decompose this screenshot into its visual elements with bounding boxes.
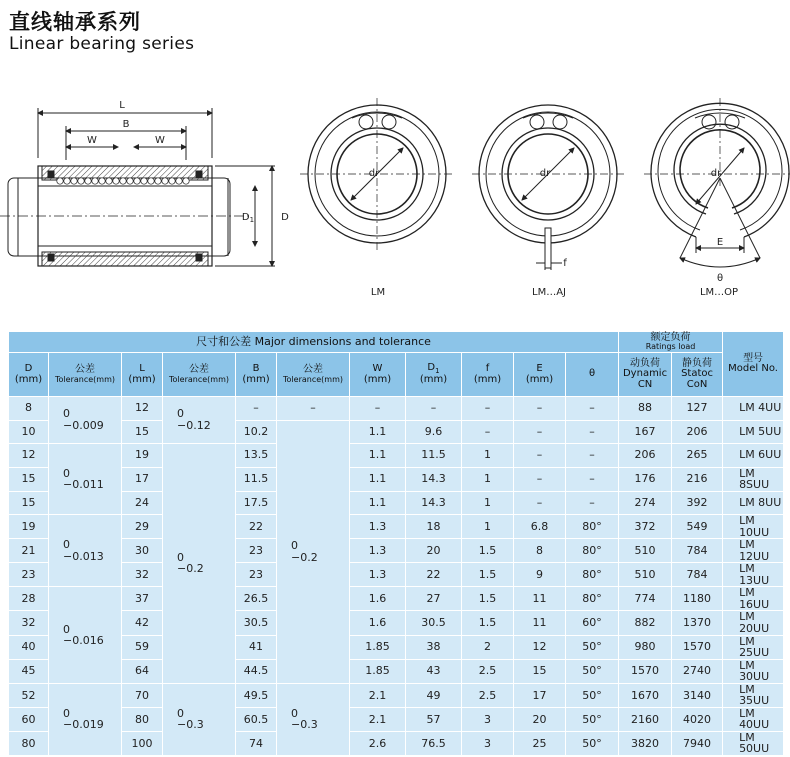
cell-e: 15 <box>514 659 566 683</box>
tolerance-lower: −0.013 <box>63 549 104 563</box>
cell-l: 24 <box>122 491 163 515</box>
header-d: D (mm) <box>9 353 49 397</box>
header-dynamic: 动负荷 Dynamic CN <box>619 353 672 397</box>
cell-d: 80 <box>9 731 49 755</box>
cell-f: 1.5 <box>462 587 514 611</box>
header-l: L (mm) <box>122 353 163 397</box>
cell-l: 12 <box>122 397 163 421</box>
cell-d1: 22 <box>406 563 462 587</box>
cell-d: 40 <box>9 635 49 659</box>
header-f: f (mm) <box>462 353 514 397</box>
tolerance-upper: 0 <box>291 539 298 553</box>
cell-dynamic: 1670 <box>619 683 672 707</box>
table-row <box>9 444 784 468</box>
cell-f: 2.5 <box>462 683 514 707</box>
cell-f: 1 <box>462 515 514 539</box>
cell-d: 21 <box>9 539 49 563</box>
cell-f: 1.5 <box>462 539 514 563</box>
cell-d1: 14.3 <box>406 491 462 515</box>
cell-theta: – <box>566 420 619 444</box>
cell-b: 74 <box>236 731 277 755</box>
cell-model: LM 25UU <box>723 635 784 659</box>
cell-static: 784 <box>672 563 723 587</box>
cell-w: 1.3 <box>350 563 406 587</box>
table-row <box>9 659 784 683</box>
header-tol-d: 公差 Tolerance(mm) <box>49 353 122 397</box>
tolerance-lower: −0.009 <box>63 419 104 432</box>
cell-w: 2.1 <box>350 707 406 731</box>
cell-theta: 80° <box>566 539 619 563</box>
lm-dr-label: dr <box>368 168 380 179</box>
cell-static: 392 <box>672 491 723 515</box>
cell-model: LM 16UU <box>723 587 784 611</box>
aj-end-view <box>472 105 624 270</box>
op-dr-label: dr <box>710 168 722 179</box>
dim-label-w-right: W <box>155 135 165 146</box>
cell-d1: 11.5 <box>406 444 462 468</box>
cell-f: 3 <box>462 731 514 755</box>
cell-f: 3 <box>462 707 514 731</box>
cell-w: 1.85 <box>350 659 406 683</box>
cell-d: 23 <box>9 563 49 587</box>
cell-d: 15 <box>9 491 49 515</box>
table-row <box>9 611 784 635</box>
cell-theta: 50° <box>566 635 619 659</box>
cell-l: 64 <box>122 659 163 683</box>
cell-theta: 80° <box>566 563 619 587</box>
cell-d: 10 <box>9 420 49 444</box>
tolerance-lower: −0.3 <box>177 718 204 732</box>
cell-model: LM 6UU <box>723 444 784 468</box>
cell-static: 265 <box>672 444 723 468</box>
spec-table <box>8 331 784 756</box>
cell-e: 11 <box>514 587 566 611</box>
cell-l: 80 <box>122 707 163 731</box>
aj-f-label: f <box>563 258 567 269</box>
cell-d1: 14.3 <box>406 467 462 491</box>
cell-l: 32 <box>122 563 163 587</box>
header-b: B (mm) <box>236 353 277 397</box>
cell-b: 49.5 <box>236 683 277 707</box>
cell-static: 3140 <box>672 683 723 707</box>
cell-dynamic: 2160 <box>619 707 672 731</box>
cell-f: 1.5 <box>462 563 514 587</box>
cell-e: 11 <box>514 611 566 635</box>
cell-d1: – <box>406 397 462 421</box>
cell-theta: 50° <box>566 707 619 731</box>
cell-f: 2.5 <box>462 659 514 683</box>
page-title-cn: 直线轴承系列 <box>9 10 141 34</box>
cell-d1: 18 <box>406 515 462 539</box>
tolerance-lower: −0.2 <box>291 550 318 564</box>
cell-d: 45 <box>9 659 49 683</box>
cell-dynamic: 882 <box>619 611 672 635</box>
cell-d1: 49 <box>406 683 462 707</box>
tolerance-upper: 0 <box>63 538 70 552</box>
cell-e: – <box>514 420 566 444</box>
cell-w: 2.1 <box>350 683 406 707</box>
cell-b: 41 <box>236 635 277 659</box>
cell-tol-d <box>49 397 122 444</box>
cell-model: LM 10UU <box>723 515 784 539</box>
cell-b: 22 <box>236 515 277 539</box>
cell-dynamic: 372 <box>619 515 672 539</box>
cell-tol-b <box>277 683 350 755</box>
table-row <box>9 731 784 755</box>
cell-dynamic: 176 <box>619 467 672 491</box>
cell-tol-l <box>163 397 236 444</box>
cell-l: 17 <box>122 467 163 491</box>
cell-model: LM 8SUU <box>723 467 784 491</box>
dim-label-d: D <box>281 212 289 223</box>
table-row <box>9 515 784 539</box>
cell-d1: 27 <box>406 587 462 611</box>
cell-theta: 50° <box>566 659 619 683</box>
cell-d1: 9.6 <box>406 420 462 444</box>
dim-label-b: B <box>122 119 130 130</box>
cell-w: 1.85 <box>350 635 406 659</box>
cell-dynamic: 3820 <box>619 731 672 755</box>
tolerance-upper: 0 <box>63 622 70 636</box>
tolerance-upper: 0 <box>63 466 70 480</box>
cell-w: 1.1 <box>350 491 406 515</box>
cell-b: 30.5 <box>236 611 277 635</box>
cell-theta: – <box>566 467 619 491</box>
header-model: 型号 Model No. <box>723 332 784 397</box>
op-theta-label: θ <box>716 273 724 284</box>
cell-d: 32 <box>9 611 49 635</box>
cell-b: 17.5 <box>236 491 277 515</box>
cell-d: 15 <box>9 467 49 491</box>
caption-op: LM…OP <box>699 287 739 298</box>
cell-f: 2 <box>462 635 514 659</box>
aj-dr-label: dr <box>539 168 551 179</box>
cell-static: 216 <box>672 467 723 491</box>
table-row <box>9 635 784 659</box>
page-title-en: Linear bearing series <box>9 34 195 54</box>
tolerance-upper: 0 <box>177 706 184 720</box>
side-section-view <box>0 108 275 266</box>
cell-b: 26.5 <box>236 587 277 611</box>
cell-static: 2740 <box>672 659 723 683</box>
tolerance-upper: 0 <box>63 706 70 720</box>
cell-d: 28 <box>9 587 49 611</box>
cell-e: – <box>514 397 566 421</box>
cell-d1: 76.5 <box>406 731 462 755</box>
bearing-drawings <box>0 88 790 318</box>
cell-b: 44.5 <box>236 659 277 683</box>
cell-dynamic: 167 <box>619 420 672 444</box>
cell-theta: – <box>566 491 619 515</box>
caption-lm: LM <box>370 287 386 298</box>
cell-tol-b <box>277 420 350 683</box>
tolerance-lower: −0.016 <box>63 634 104 648</box>
cell-theta: 60° <box>566 611 619 635</box>
cell-d: 52 <box>9 683 49 707</box>
cell-dynamic: 206 <box>619 444 672 468</box>
cell-b: – <box>236 397 277 421</box>
cell-e: 17 <box>514 683 566 707</box>
tolerance-lower: −0.2 <box>177 562 204 576</box>
cell-theta: 50° <box>566 683 619 707</box>
tolerance-upper: 0 <box>291 706 298 720</box>
cell-static: 784 <box>672 539 723 563</box>
cell-tol-l <box>163 444 236 684</box>
cell-f: 1 <box>462 467 514 491</box>
cell-b: 10.2 <box>236 420 277 444</box>
cell-tol-d <box>49 683 122 755</box>
cell-e: 12 <box>514 635 566 659</box>
cell-d: 12 <box>9 444 49 468</box>
table-row <box>9 467 784 491</box>
cell-d: 19 <box>9 515 49 539</box>
header-tol-l: 公差 Tolerance(mm) <box>163 353 236 397</box>
cell-w: 2.6 <box>350 731 406 755</box>
cell-model: LM 30UU <box>723 659 784 683</box>
cell-tol-d <box>49 587 122 683</box>
cell-l: 37 <box>122 587 163 611</box>
cell-d1: 30.5 <box>406 611 462 635</box>
cell-e: 25 <box>514 731 566 755</box>
tolerance-lower: −0.011 <box>63 478 104 492</box>
cell-b: 23 <box>236 539 277 563</box>
cell-l: 29 <box>122 515 163 539</box>
cell-dynamic: 774 <box>619 587 672 611</box>
table-row <box>9 683 784 707</box>
cell-l: 42 <box>122 611 163 635</box>
cell-model: LM 8UU <box>723 491 784 515</box>
dim-label-d1: $D_1$ <box>241 212 255 224</box>
table-row <box>9 707 784 731</box>
cell-d1: 43 <box>406 659 462 683</box>
header-tol-b: 公差 Tolerance(mm) <box>277 353 350 397</box>
table-row <box>9 420 784 444</box>
cell-f: 1 <box>462 491 514 515</box>
cell-w: 1.6 <box>350 587 406 611</box>
cell-w: 1.3 <box>350 515 406 539</box>
cell-static: 206 <box>672 420 723 444</box>
cell-w: 1.3 <box>350 539 406 563</box>
cell-f: 1 <box>462 444 514 468</box>
header-static: 静负荷 Statoc CoN <box>672 353 723 397</box>
tolerance-upper: 0 <box>177 550 184 564</box>
cell-e: 8 <box>514 539 566 563</box>
cell-w: 1.1 <box>350 420 406 444</box>
cell-static: 1180 <box>672 587 723 611</box>
cell-dynamic: 510 <box>619 563 672 587</box>
cell-static: 1570 <box>672 635 723 659</box>
cell-theta: – <box>566 397 619 421</box>
dim-label-w-left: W <box>87 135 97 146</box>
header-theta: θ <box>566 353 619 397</box>
tolerance-upper: 0 <box>63 407 70 421</box>
cell-f: 1.5 <box>462 611 514 635</box>
cell-model: LM 35UU <box>723 683 784 707</box>
tolerance-lower: −0.3 <box>291 718 318 732</box>
cell-d1: 20 <box>406 539 462 563</box>
cell-l: 19 <box>122 444 163 468</box>
cell-dynamic: 274 <box>619 491 672 515</box>
cell-tol-b: – <box>277 397 350 421</box>
cell-dynamic: 88 <box>619 397 672 421</box>
cell-static: 127 <box>672 397 723 421</box>
cell-model: LM 50UU <box>723 731 784 755</box>
table-row <box>9 491 784 515</box>
table-row <box>9 397 784 421</box>
cell-dynamic: 1570 <box>619 659 672 683</box>
cell-d1: 38 <box>406 635 462 659</box>
dim-label-l: L <box>119 100 125 111</box>
cell-dynamic: 510 <box>619 539 672 563</box>
cell-static: 549 <box>672 515 723 539</box>
side-view-balls <box>57 178 189 184</box>
caption-aj: LM…AJ <box>532 287 566 298</box>
cell-b: 13.5 <box>236 444 277 468</box>
cell-theta: 80° <box>566 515 619 539</box>
header-group-load: 额定负荷 Ratings load <box>619 332 723 353</box>
table-row <box>9 563 784 587</box>
header-e: E (mm) <box>514 353 566 397</box>
cell-model: LM 20UU <box>723 611 784 635</box>
cell-l: 70 <box>122 683 163 707</box>
cell-model: LM 4UU <box>723 397 784 421</box>
cell-e: 6.8 <box>514 515 566 539</box>
cell-tol-d <box>49 515 122 587</box>
table-row <box>9 539 784 563</box>
tolerance-lower: −0.12 <box>177 419 211 432</box>
cell-static: 7940 <box>672 731 723 755</box>
cell-dynamic: 980 <box>619 635 672 659</box>
cell-b: 11.5 <box>236 467 277 491</box>
cell-d: 8 <box>9 397 49 421</box>
cell-f: – <box>462 420 514 444</box>
cell-w: 1.1 <box>350 467 406 491</box>
cell-static: 1370 <box>672 611 723 635</box>
cell-f: – <box>462 397 514 421</box>
cell-model: LM 13UU <box>723 563 784 587</box>
cell-theta: – <box>566 444 619 468</box>
header-w: W (mm) <box>350 353 406 397</box>
tolerance-lower: −0.019 <box>63 718 104 732</box>
cell-l: 15 <box>122 420 163 444</box>
cell-l: 59 <box>122 635 163 659</box>
cell-l: 100 <box>122 731 163 755</box>
cell-tol-l <box>163 683 236 755</box>
cell-b: 60.5 <box>236 707 277 731</box>
header-d1: $D_1$ (mm) <box>406 353 462 397</box>
cell-w: – <box>350 397 406 421</box>
cell-w: 1.1 <box>350 444 406 468</box>
cell-e: 20 <box>514 707 566 731</box>
cell-w: 1.6 <box>350 611 406 635</box>
tolerance-upper: 0 <box>177 407 184 421</box>
header-group-dims: 尺寸和公差 Major dimensions and tolerance <box>9 332 619 353</box>
cell-e: – <box>514 444 566 468</box>
cell-model: LM 5UU <box>723 420 784 444</box>
cell-b: 23 <box>236 563 277 587</box>
cell-tol-d <box>49 444 122 515</box>
cell-static: 4020 <box>672 707 723 731</box>
cell-model: LM 12UU <box>723 539 784 563</box>
table-row <box>9 587 784 611</box>
cell-d1: 57 <box>406 707 462 731</box>
cell-l: 30 <box>122 539 163 563</box>
spec-table-body <box>9 397 784 756</box>
cell-model: LM 40UU <box>723 707 784 731</box>
cell-theta: 80° <box>566 587 619 611</box>
cell-e: – <box>514 491 566 515</box>
cell-theta: 50° <box>566 731 619 755</box>
cell-e: 9 <box>514 563 566 587</box>
cell-d: 60 <box>9 707 49 731</box>
cell-e: – <box>514 467 566 491</box>
op-e-label: E <box>716 237 724 248</box>
